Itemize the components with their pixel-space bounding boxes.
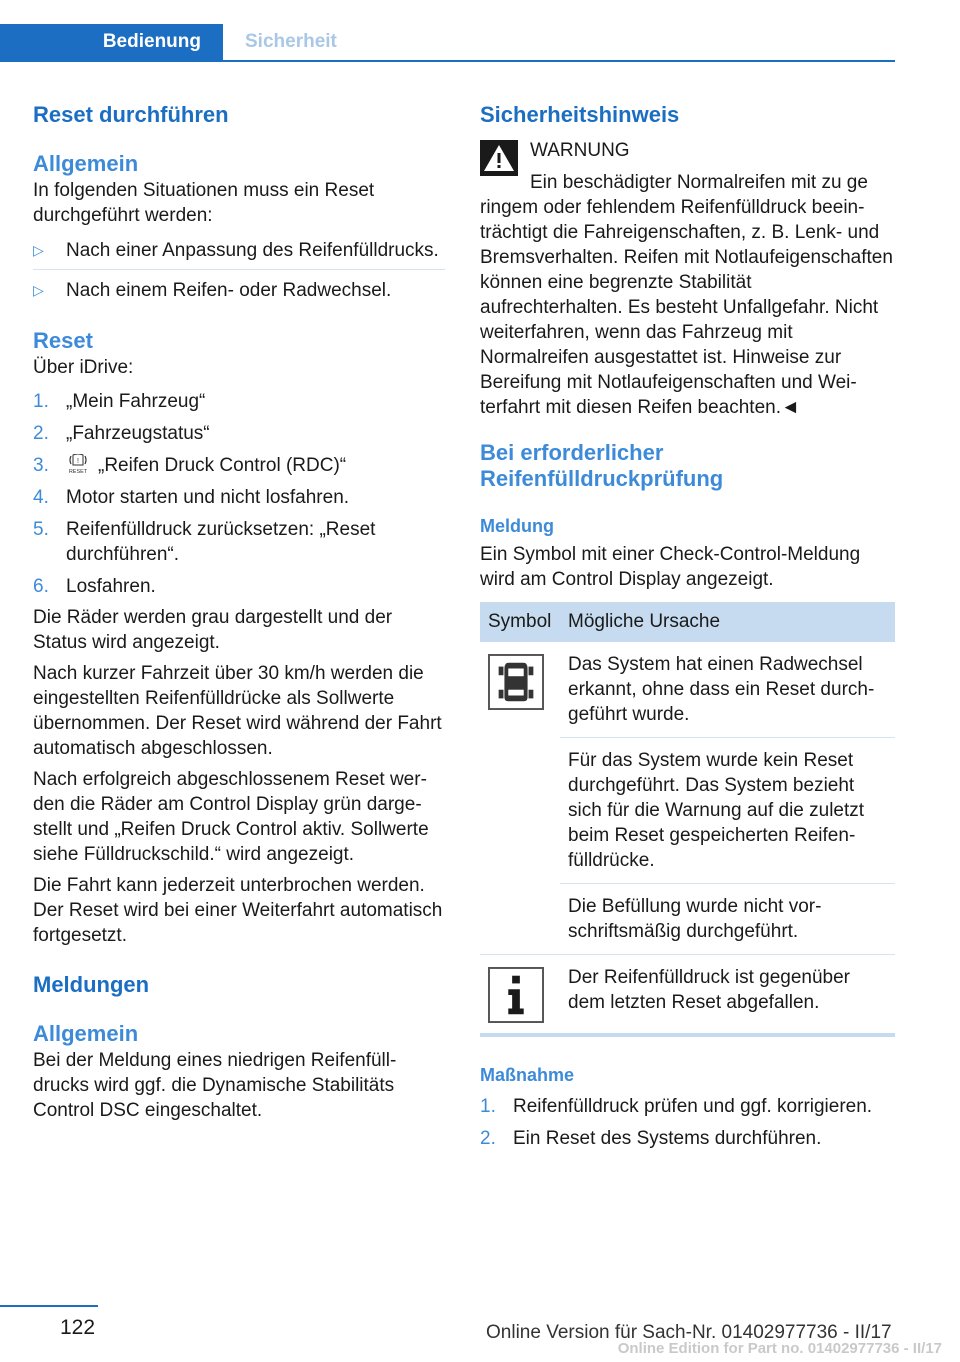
subsection-title-allgemein: Allgemein	[33, 151, 139, 176]
subsection-title-reset: Reset	[33, 328, 93, 353]
warning-block	[480, 138, 895, 195]
left-column	[33, 100, 445, 1123]
warning-triangle-icon	[480, 140, 518, 176]
cause-text: Für das System wurde kein Reset durchgeführt. Das System bezieht sich für die Warnung auf die zuletzt beim Reset gespeicherten Reifenfülldrücke.	[560, 738, 895, 884]
list-item: 4. Motor starten und nicht losfahren.	[33, 487, 350, 508]
paragraph: Die Fahrt kann jederzeit unterbrochen werden. Der Reset wird bei einer Weiterfahrt automatisch fortgesetzt.	[33, 875, 443, 946]
watermark: Online Edition for Part no. 01402977736 - II/17	[617, 1340, 942, 1357]
chapter-tabs	[0, 24, 895, 62]
list-item: 3. ! RESET „Reifen Druck Control (RDC)“	[33, 455, 347, 476]
tire-warning-car-icon	[488, 654, 544, 710]
svg-text:!: !	[77, 458, 79, 465]
warning-text: Ein beschädigter Normalreifen mit zu ge	[530, 172, 868, 193]
rdc-reset-icon	[66, 454, 90, 474]
list-item: 2. „Fahrzeugstatus“	[33, 423, 210, 444]
section-title-reset: Reset durchführen	[33, 102, 229, 127]
list-item: 2. Ein Reset des Systems durchführen.	[480, 1128, 822, 1149]
section-title-check: Bei erforderlicher Reifenfülldruckprüfung	[480, 440, 724, 491]
right-column	[480, 100, 895, 1155]
list-item: 6. Losfahren.	[33, 576, 156, 597]
table-row	[480, 955, 895, 1036]
paragraph: Die Räder werden grau dargestellt und der Status wird angezeigt.	[33, 607, 393, 653]
table-header-row	[480, 602, 895, 642]
warning-label: WARNUNG	[530, 140, 630, 161]
section-title-sicherheitshinweis: Sicherheitshinweis	[480, 102, 680, 127]
cause-table	[480, 602, 895, 1037]
paragraph: Nach kurzer Fahrzeit über 30 km/h werden die eingestellten Reifenfülldrücke als Sollwerte übernommen. Der Reset wird während der Fahrt automatisch abgeschlossen.	[33, 663, 442, 759]
online-version-footer: Online Version für Sach-Nr. 01402977736 - II/17	[486, 1322, 892, 1343]
subsection-title-massnahme: Maßnahme	[480, 1065, 575, 1085]
table-row	[480, 738, 895, 884]
cause-text: Der Reifenfülldruck ist gegenüber dem letzten Reset abgefallen.	[560, 955, 895, 1036]
warning-text-continued: ringem oder fehlendem Reifenfülldruck beeinträchtigt die Fahreigenschaften, z. B. Lenk- und Bremsverhalten. Reifen mit Notlaufeigenschaften können eine begrenzte Stabilität aufrechterhalten. Es besteht Unfallgefahr. Nicht weiterfahren, wenn das Fahrzeug mit Normalreifen ausgestattet ist. Hinweise zur Bereifung mit Notlaufeigenschaften und Weiterfahrt mit diesen Reifen beachten.◄	[480, 197, 893, 418]
subsection-title-allgemein: Allgemein	[33, 1021, 139, 1046]
tab-bedienung[interactable]: Bedienung	[0, 24, 223, 60]
page-number: 122	[60, 1316, 96, 1339]
list-item: 1. „Mein Fahrzeug“	[33, 391, 206, 412]
table-header-symbol: Symbol	[480, 602, 560, 642]
paragraph: Nach erfolgreich abgeschlossenem Reset werden die Räder am Control Display grün dargestellt und „Reifen Druck Control aktiv. Sollwerte siehe Fülldruckschild.“ wird angezeigt.	[33, 769, 429, 865]
reset-steps	[33, 386, 445, 603]
massnahme-steps	[480, 1091, 895, 1155]
triangle-bullet-icon: ▷	[33, 242, 44, 258]
subsection-title-meldung: Meldung	[480, 516, 554, 536]
paragraph: Ein Symbol mit einer Check-Control-Meldung wird am Control Display angezeigt.	[480, 544, 861, 590]
reset-intro: Über iDrive:	[33, 357, 134, 378]
triangle-bullet-icon: ▷	[33, 282, 44, 298]
cause-text: Die Befüllung wurde nicht vorschriftsmäßig durchgeführt.	[560, 884, 895, 955]
table-row	[480, 884, 895, 955]
table-header-cause: Mögliche Ursache	[560, 602, 895, 642]
cause-text: Das System hat einen Radwechsel erkannt, ohne dass ein Reset durchgeführt wurde.	[568, 654, 875, 725]
paragraph: Bei der Meldung eines niedrigen Reifenfülldrucks wird ggf. die Dynamische Stabilitäts Control DSC eingeschaltet.	[33, 1050, 397, 1121]
list-item: ▷ Nach einer Anpassung des Reifenfülldrucks.	[33, 240, 439, 261]
info-icon	[488, 967, 544, 1023]
situation-list	[33, 234, 445, 309]
tab-sicherheit[interactable]: Sicherheit	[245, 31, 337, 52]
list-item: 1. Reifenfülldruck prüfen und ggf. korrigieren.	[480, 1096, 873, 1117]
page-number-rule	[0, 1305, 98, 1307]
svg-text:RESET: RESET	[68, 469, 88, 474]
allgemein-intro: In folgenden Situationen muss ein Reset durchgeführt werden:	[33, 180, 375, 226]
list-item: ▷ Nach einem Reifen- oder Radwechsel.	[33, 269, 445, 309]
table-row	[480, 642, 895, 738]
section-title-meldungen: Meldungen	[33, 972, 150, 997]
list-item: 5. Reifenfülldruck zurücksetzen: „Reset durchführen“.	[33, 519, 376, 565]
